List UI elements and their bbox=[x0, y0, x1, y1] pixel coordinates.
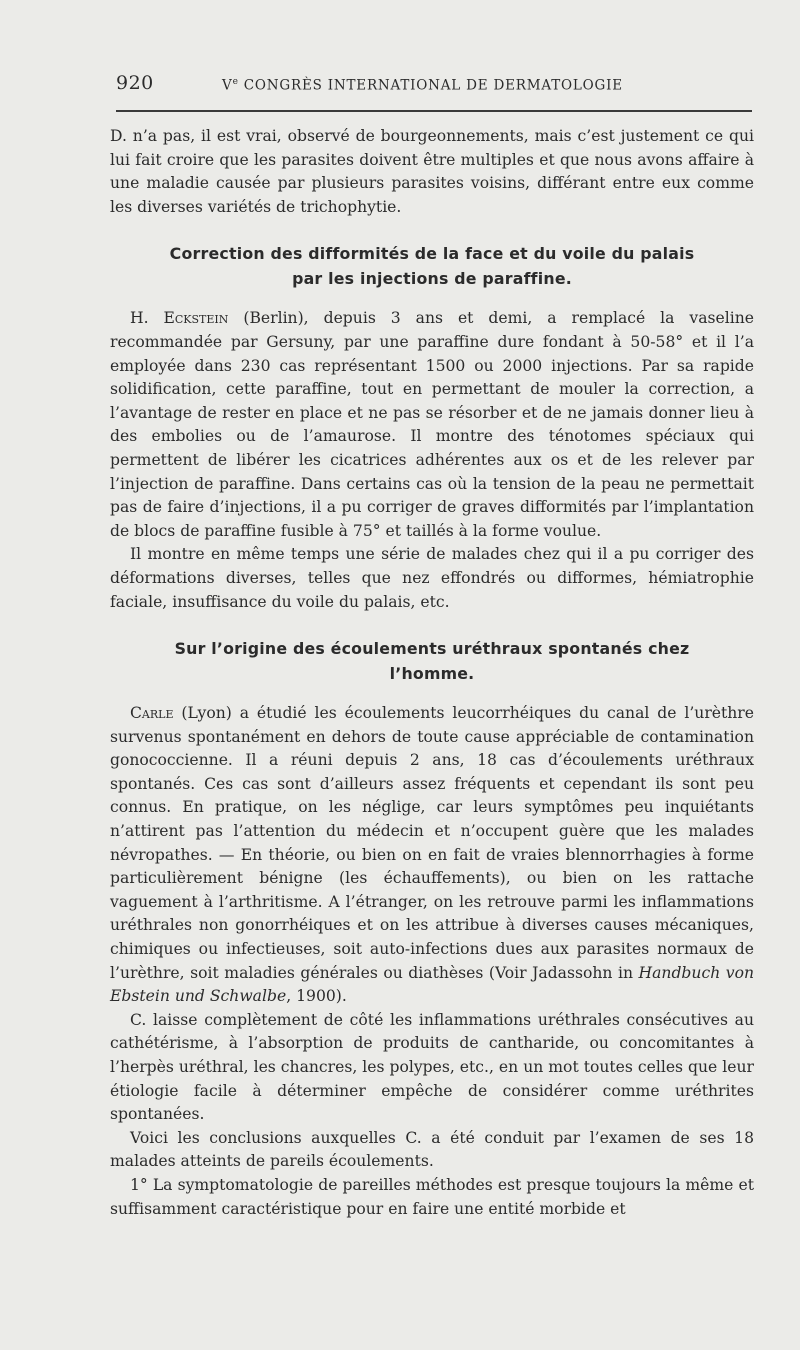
bibliographic-reference: Handbuch von Ebstein und Schwalbe bbox=[110, 963, 754, 1006]
eckstein-paragraph-2: Il montre en même temps une série de malades chez qui il a pu corriger des déformations diverses, telles que nez effondrés ou difformes, hémiatrophie faciale, insuffisance du voile du palais, etc. bbox=[110, 545, 754, 611]
running-title-superscript: e bbox=[232, 77, 239, 87]
paragraph-text: (Berlin), depuis 3 ans et demi, a remplacé la vaseline recommandée par Gersuny, par une paraffine dure fondant à 50-58° et il l’a employée dans 230 cas représentant 1500 ou 2000 injections. Par sa rapide solidification, cette paraffine, tout en permettant de mouler la correction, a l’avantage de rester en place et ne pas se résorber et de ne jamais donner lieu à des embolies ou de l’amaurose. Il montre des ténotomes spéciaux qui permettent de libérer les cicatrices adhérentes aux os et de les relever par l’injection de paraffine. Dans certains cas où la tension de la peau ne permettait pas de faire d’injections, il a pu corriger de graves difformités par l’implantation de blocs de paraffine fusible à 75° et taillés à la forme voulue. bbox=[110, 309, 755, 540]
section-heading-paraffine bbox=[110, 241, 754, 291]
carle-paragraph bbox=[110, 702, 754, 1009]
carle-paragraph-4: 1° La symptomatologie de pareilles méthodes est presque toujours la même et suffisamment caractéristique pour en faire une entité morbide et bbox=[110, 1175, 754, 1218]
author-name: H. Eckstein bbox=[130, 309, 229, 328]
page-number: 920 bbox=[116, 72, 154, 94]
section-heading-line: Sur l’origine des écoulements uréthraux spontanés chez bbox=[174, 639, 690, 659]
intro-paragraph: D. n’a pas, il est vrai, observé de bourgeonnements, mais c’est justement ce qui lui fait croire que les parasites doivent être multiples et que nous avons affaire à une maladie causée par plusieurs parasites voisins, différant entre eux comme les diverses variétés de trichophytie. bbox=[110, 127, 754, 216]
section-heading-line: l’homme. bbox=[389, 664, 475, 684]
eckstein-paragraph bbox=[110, 307, 754, 543]
paragraph-text: (Lyon) a étudié les écoulements leucorrhéiques du canal de l’urèthre survenus spontanément en dehors de toute cause appréciable de contamination gonococcienne. Il a réuni depuis 2 ans, 18 cas d’écoulements uréthraux spontanés. Ces cas sont d’ailleurs assez fréquents et cependant ils sont peu connus. En pratique, on les néglige, car leurs symptômes peu inquiétants n’attirent pas l’attention du médecin et n’occupent guère que les malades névropathes. — En théorie, ou bien on en fait de vraies blennorrhagies à forme particulièrement bénigne (les échauffements), ou bien on les rattache vaguement à l’arthritisme. A l’étranger, on les retrouve parmi les inflammations uréthrales non gonorrhéiques et on les attribue à diverses causes mécaniques, chimiques ou infectieuses, soit auto-infections dues aux parasites normaux de l’urèthre, soit maladies générales ou diathèses (Voir Jadassohn in bbox=[110, 704, 754, 982]
page-header bbox=[116, 72, 754, 102]
author-name: Carle bbox=[130, 704, 174, 723]
page-body bbox=[110, 125, 754, 1221]
paragraph-text: , 1900). bbox=[286, 987, 347, 1006]
section-heading-ecoulements bbox=[110, 636, 754, 686]
section-heading-line: Correction des difformités de la face et du voile du palais bbox=[169, 244, 695, 264]
running-title-text: CONGRÈS INTERNATIONAL DE DERMATOLOGIE bbox=[238, 77, 623, 94]
section-heading-line: par les injections de paraffine. bbox=[292, 269, 572, 289]
carle-paragraph-2: C. laisse complètement de côté les inflammations uréthrales consécutives au cathétérisme, à l’absorption de produits de cantharide, ou concomitantes à l’herpès uréthral, les chancres, les polypes, etc., en un mot toutes celles que leur étiologie facile à déterminer empêche de considérer comme uréthrites spontanées. bbox=[110, 1010, 754, 1124]
running-title-ordinal: V bbox=[222, 77, 233, 94]
header-rule bbox=[116, 110, 752, 112]
carle-paragraph-3: Voici les conclusions auxquelles C. a été conduit par l’examen de ses 18 malades atteints de pareils écoulements. bbox=[110, 1128, 754, 1171]
running-title bbox=[222, 77, 623, 94]
